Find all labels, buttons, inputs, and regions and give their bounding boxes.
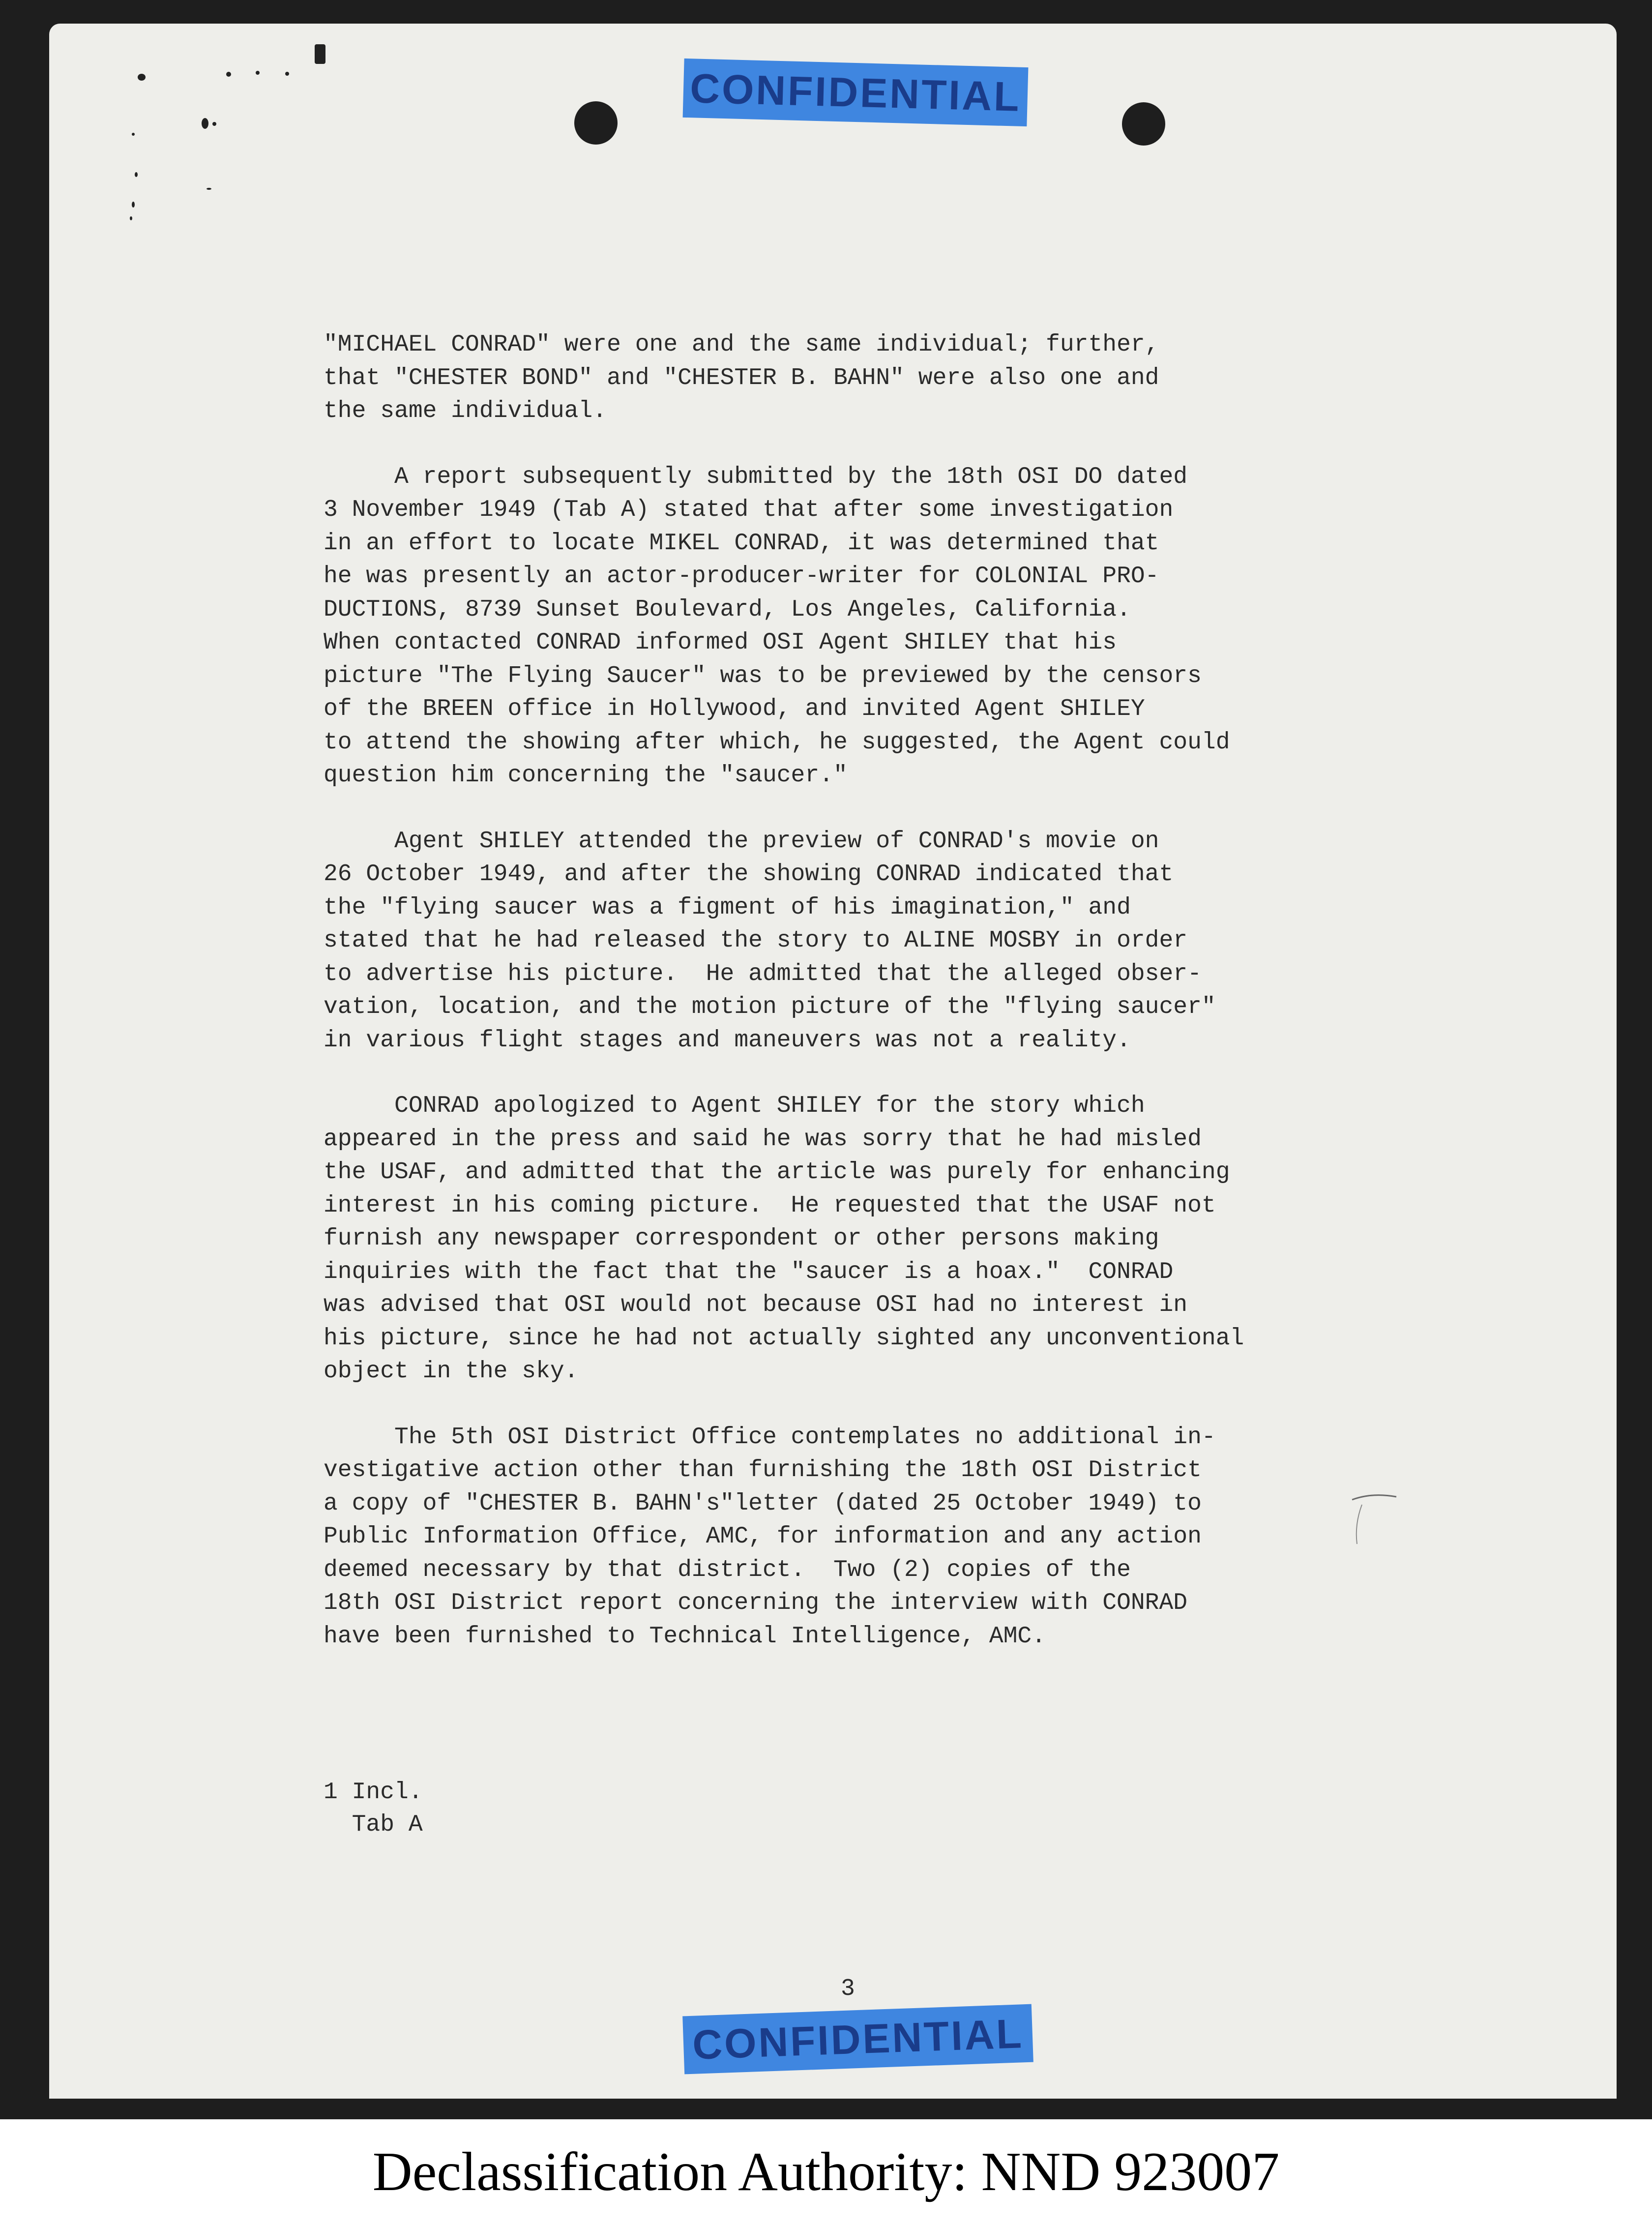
text-line: 26 October 1949, and after the showing CONRAD indicated that (324, 861, 1174, 888)
text-line: 3 November 1949 (Tab A) stated that after some investigation (324, 497, 1174, 523)
text-line: the same individual. (324, 398, 607, 424)
memo-body (324, 328, 1454, 1686)
text-line: he was presently an actor-producer-writer for COLONIAL PRO- (324, 563, 1159, 590)
text-line: vestigative action other than furnishing the 18th OSI District (324, 1457, 1202, 1483)
confidential-stamp-bottom: CONFIDENTIAL (682, 2004, 1033, 2075)
enclosure-note (324, 1776, 423, 1841)
text-line: have been furnished to Technical Intelligence, AMC. (324, 1623, 1046, 1650)
text-line: "MICHAEL CONRAD" were one and the same individual; further, (324, 331, 1159, 358)
memo-paragraph (324, 328, 1454, 428)
enclosure-tab: Tab A (324, 1811, 423, 1838)
text-line: his picture, since he had not actually sighted any unconventional (324, 1325, 1244, 1352)
text-line: Agent SHILEY attended the preview of CONRAD's movie on (324, 828, 1159, 855)
text-line: object in the sky. (324, 1358, 579, 1385)
ink-specks (79, 54, 334, 251)
memo-paragraph (324, 1421, 1454, 1654)
text-line: question him concerning the "saucer." (324, 762, 848, 789)
memo-paragraph (324, 461, 1454, 793)
text-line: a copy of "CHESTER B. BAHN's"letter (dated 25 October 1949) to (324, 1490, 1202, 1517)
text-line: vation, location, and the motion picture of the "flying saucer" (324, 994, 1216, 1020)
text-line: of the BREEN office in Hollywood, and invited Agent SHILEY (324, 696, 1145, 722)
text-line: deemed necessary by that district. Two (2) copies of the (324, 1556, 1131, 1583)
text-line: was advised that OSI would not because OSI had no interest in (324, 1292, 1188, 1318)
punch-hole-right (1122, 102, 1165, 146)
text-line: Public Information Office, AMC, for information and any action (324, 1523, 1202, 1550)
memo-paragraph (324, 1090, 1454, 1389)
memo-paragraph (324, 825, 1454, 1058)
text-line: furnish any newspaper correspondent or other persons making (324, 1225, 1159, 1252)
text-line: to attend the showing after which, he suggested, the Agent could (324, 729, 1230, 756)
text-line: the "flying saucer was a figment of his imagination," and (324, 894, 1131, 921)
text-line: DUCTIONS, 8739 Sunset Boulevard, Los Angeles, California. (324, 596, 1131, 623)
text-line: picture "The Flying Saucer" was to be previewed by the censors (324, 662, 1202, 689)
text-line: in an effort to locate MIKEL CONRAD, it was determined that (324, 530, 1159, 557)
punch-hole-left (574, 101, 618, 145)
text-line: interest in his coming picture. He requested that the USAF not (324, 1192, 1216, 1219)
text-line: to advertise his picture. He admitted that the alleged obser- (324, 960, 1202, 987)
declassification-caption: Declassification Authority: NND 923007 (372, 2141, 1280, 2202)
text-line: A report subsequently submitted by the 18th OSI DO dated (324, 463, 1188, 490)
text-line: inquiries with the fact that the "saucer is a hoax." CONRAD (324, 1258, 1174, 1285)
page-number: 3 (841, 1976, 855, 2002)
confidential-stamp-top: CONFIDENTIAL (683, 59, 1029, 126)
text-line: 18th OSI District report concerning the interview with CONRAD (324, 1590, 1188, 1616)
text-line: in various flight stages and maneuvers was not a reality. (324, 1027, 1131, 1054)
pencil-annotation (1342, 1490, 1441, 1588)
text-line: stated that he had released the story to ALINE MOSBY in order (324, 927, 1188, 954)
text-line: When contacted CONRAD informed OSI Agent SHILEY that his (324, 629, 1117, 656)
text-line: the USAF, and admitted that the article was purely for enhancing (324, 1159, 1230, 1186)
text-line: The 5th OSI District Office contemplates no additional in- (324, 1424, 1216, 1451)
text-line: CONRAD apologized to Agent SHILEY for the story which (324, 1093, 1145, 1119)
text-line: that "CHESTER BOND" and "CHESTER B. BAHN" were also one and (324, 364, 1159, 391)
text-line: appeared in the press and said he was sorry that he had misled (324, 1126, 1202, 1153)
enclosure-count: 1 Incl. (324, 1779, 423, 1806)
